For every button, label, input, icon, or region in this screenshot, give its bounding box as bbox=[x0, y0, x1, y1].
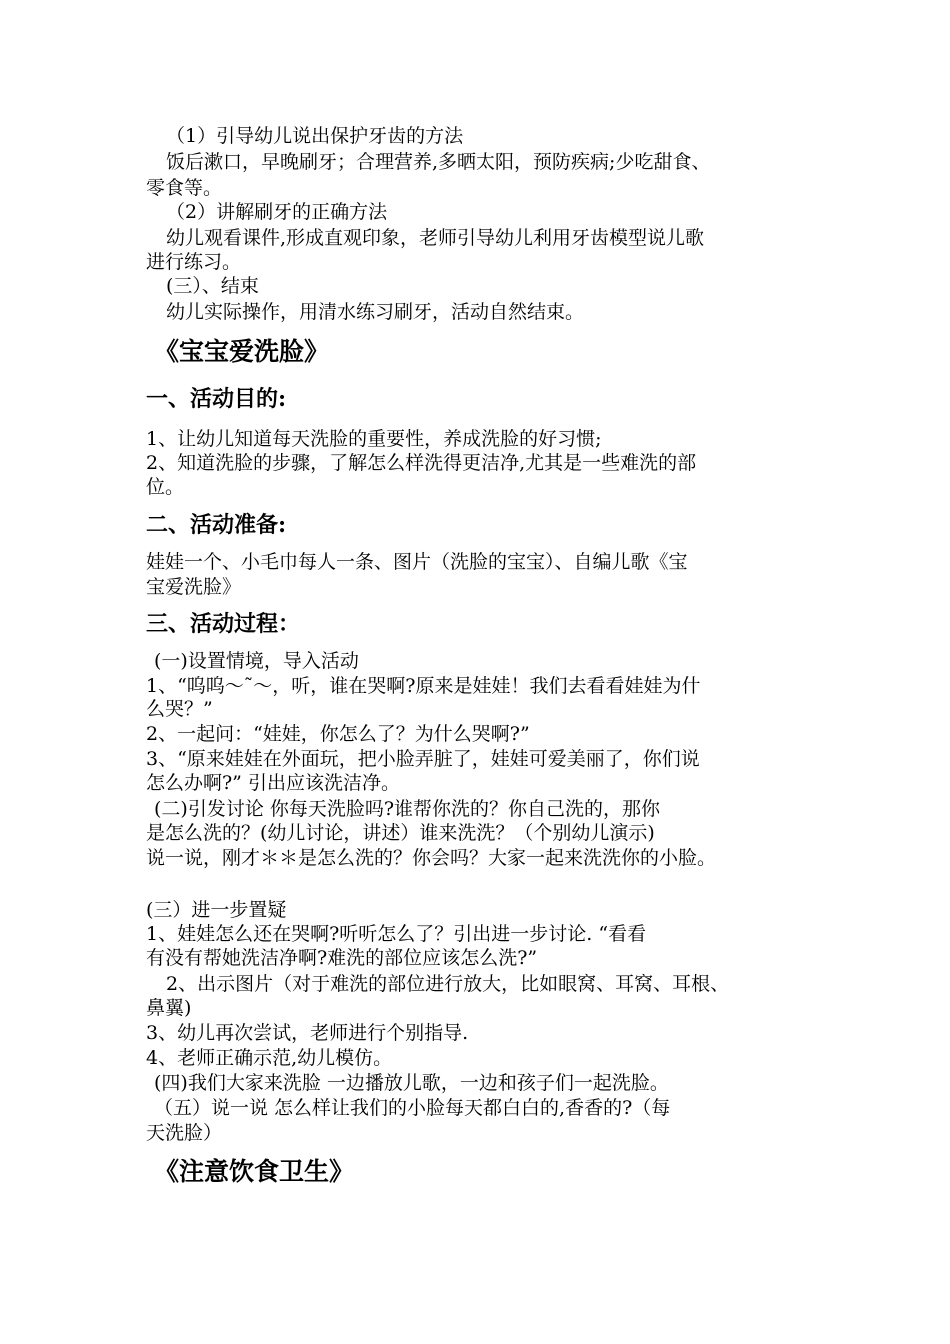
lesson-title: 《注意饮食卫生》 bbox=[154, 1157, 355, 1186]
text-line: 4、老师正确示范,幼儿模仿。 bbox=[146, 1047, 393, 1069]
text-line: (三）进一步置疑 bbox=[146, 899, 287, 921]
text-line: （五）说一说 怎么样让我们的小脸每天都白白的,香香的?（每 bbox=[154, 1097, 671, 1119]
text-line: （2）讲解刷牙的正确方法 bbox=[166, 201, 388, 223]
text-line: 1、娃娃怎么还在哭啊?听听怎么了？引出进一步讨论. “看看 bbox=[146, 923, 647, 945]
lesson-title: 《宝宝爱洗脸》 bbox=[154, 337, 330, 366]
text-line: (四)我们大家来洗脸 一边播放儿歌，一边和孩子们一起洗脸。 bbox=[154, 1072, 669, 1094]
text-line: 幼儿观看课件,形成直观印象，老师引导幼儿利用牙齿模型说儿歌 bbox=[166, 227, 705, 249]
text-line: 说一说，刚才＊＊是怎么洗的？你会吗？大家一起来洗洗你的小脸。 bbox=[146, 847, 717, 869]
text-line: 2、知道洗脸的步骤，了解怎么样洗得更洁净,尤其是一些难洗的部 bbox=[146, 452, 697, 474]
text-line: (二)引发讨论 你每天洗脸吗?谁帮你洗的？你自己洗的，那你 bbox=[154, 798, 661, 820]
text-line: 零食等。 bbox=[146, 177, 223, 199]
section-heading-process: 三、活动过程： bbox=[146, 611, 301, 637]
text-line: 娃娃一个、小毛巾每人一条、图片（洗脸的宝宝）、自编儿歌《宝 bbox=[146, 551, 688, 573]
text-line: （1）引导幼儿说出保护牙齿的方法 bbox=[166, 125, 464, 147]
text-line: 怎么办啊?” 引出应该洗洁净。 bbox=[146, 772, 400, 794]
text-line: (一)设置情境，导入活动 bbox=[154, 650, 359, 672]
text-line: 是怎么洗的？(幼儿讨论，讲述）谁来洗洗？（个别幼儿演示) bbox=[146, 822, 655, 844]
text-line: 进行练习。 bbox=[146, 251, 242, 273]
text-line: 幼儿实际操作，用清水练习刷牙，活动自然结束。 bbox=[166, 301, 585, 323]
text-line: 3、幼儿再次尝试，老师进行个别指导. bbox=[146, 1022, 469, 1044]
text-line: 1、“呜呜～˜～，听，谁在哭啊?原来是娃娃！我们去看看娃娃为什 bbox=[146, 675, 701, 697]
section-heading-prep: 二、活动准备: bbox=[146, 512, 287, 538]
text-line: 3、“原来娃娃在外面玩，把小脸弄脏了，娃娃可爱美丽了，你们说 bbox=[146, 748, 700, 770]
text-line: 位。 bbox=[146, 476, 185, 498]
text-line: 天洗脸） bbox=[146, 1122, 223, 1144]
text-line: 1、让幼儿知道每天洗脸的重要性，养成洗脸的好习惯; bbox=[146, 428, 602, 450]
text-line: 么哭？” bbox=[146, 698, 213, 720]
text-line: 饭后漱口，早晚刷牙；合理营养,多晒太阳，预防疾病;少吃甜食、 bbox=[166, 151, 711, 173]
text-line: 2、出示图片（对于难洗的部位进行放大，比如眼窝、耳窝、耳根、 bbox=[166, 973, 730, 995]
text-line: 宝爱洗脸》 bbox=[146, 576, 242, 598]
text-line: 有没有帮她洗洁净啊?难洗的部位应该怎么洗?” bbox=[146, 947, 538, 969]
text-line: (三）、结束 bbox=[166, 275, 259, 297]
section-heading-goals: 一、活动目的: bbox=[146, 386, 287, 412]
text-line: 鼻翼) bbox=[146, 997, 192, 1019]
text-line: 2、一起问：“娃娃，你怎么了？为什么哭啊?” bbox=[146, 723, 530, 745]
